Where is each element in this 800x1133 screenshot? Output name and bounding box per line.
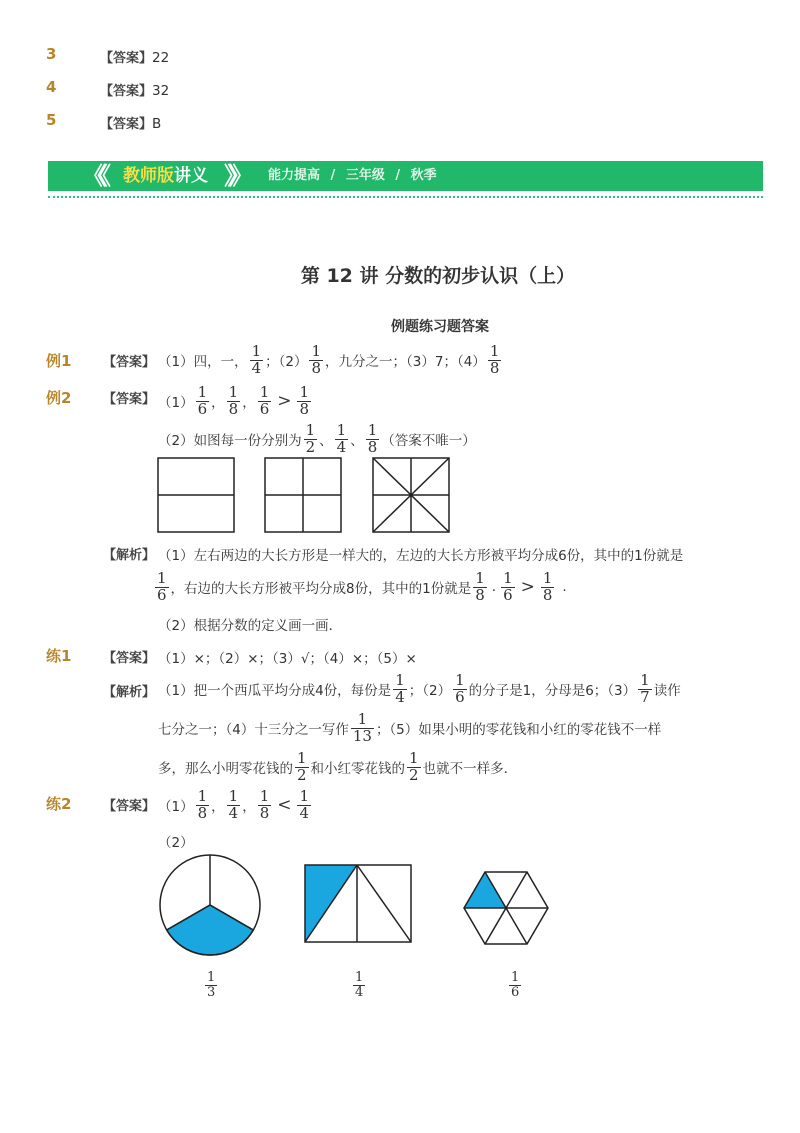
prev-answer-4 [46,78,56,96]
text-segment: 的分子是1，分母是6；（3） [468,683,637,699]
text-segment: （答案不唯一） [381,433,476,449]
fraction [407,748,421,784]
text-segment: （1）把一个西瓜平均分成4份，每份是 [158,683,392,699]
square-quarters-figure [264,457,342,533]
prev-answer-3-text [100,47,169,66]
banner-title [123,161,208,191]
answer-tag: 【答案】 [103,392,156,407]
numerator: 1 [489,341,500,360]
dot: . [491,579,497,595]
breadcrumb-item: 三年级 [345,168,385,183]
numerator: 1 [228,382,239,401]
answer-tag: 【答案】 [100,84,153,99]
numerator: 1 [355,970,364,985]
numerator: 1 [228,786,239,805]
numerator: 1 [297,748,307,767]
example-2-number: 例2 [46,389,72,407]
breadcrumb-separator: / [330,168,336,183]
denominator: 8 [259,803,270,822]
comma: ， [211,395,225,411]
fraction [155,568,169,604]
answer-tag: 【答案】 [100,117,153,132]
fraction [205,971,217,999]
fraction [335,420,349,456]
practice-1-answer: （1）×；（2）×；（3）√；（4）×；（5）× [158,651,417,667]
numerator: 1 [542,568,553,587]
lecture-title: 第 12 讲 分数的初步认识（上） [300,265,576,287]
banner-dotted-divider [48,196,763,198]
separator: 、 [350,433,364,449]
practice-1-analysis-line-1 [158,668,681,710]
example-1-answer [158,339,503,381]
divider-line [357,865,411,942]
answer-value: B [152,116,162,132]
denominator: 8 [311,358,322,377]
numerator: 1 [395,670,405,689]
denominator: 8 [475,585,485,604]
denominator: 4 [395,687,405,706]
denominator: 8 [299,399,310,418]
prev-answer-4-text [100,80,169,99]
fraction [638,670,652,706]
numerator: 1 [251,341,262,360]
denominator: 2 [409,765,419,784]
numerator: 1 [336,420,347,439]
text-segment: ；（5）如果小明的零花钱和小红的零花钱不一样 [375,722,662,738]
numerator: 1 [640,670,650,689]
answer-tag: 【答案】 [103,651,156,666]
denominator: 8 [228,399,239,418]
denominator: 6 [259,399,270,418]
comma: ， [211,799,225,815]
prev-answer-3 [46,45,56,63]
fraction [351,709,374,745]
denominator: 3 [207,984,216,1000]
denominator: 4 [299,803,310,822]
text-segment: ，九分之一；（3）7；（4） [325,354,486,370]
comma: ， [242,799,256,815]
rectangle-quarters-figure [304,864,412,944]
breadcrumb-separator: / [395,168,401,183]
example-1-number: 例1 [46,352,72,370]
banner-title-part2: 讲义 [174,166,208,186]
text-segment: 七分之一；（4）十三分之一写作 [158,722,349,738]
answer-tag: 【答案】 [103,799,156,814]
greater-than-sign: > [520,577,535,597]
shaded-third [167,905,254,955]
example-2-analysis-line-3: （2）根据分数的定义画一画． [158,618,343,634]
fraction [453,670,467,706]
fraction [297,382,311,418]
less-than-sign: < [277,795,292,815]
numerator: 1 [207,970,216,985]
numerator: 1 [197,786,208,805]
denominator: 6 [455,687,465,706]
text-segment: ，右边的大长方形被平均分成8份，其中的1份就是 [170,581,472,597]
text-segment: 和小红零花钱的 [310,761,406,777]
denominator: 2 [297,765,307,784]
breadcrumb [268,161,437,191]
caption-one-sixth [507,971,523,999]
fraction [309,341,323,377]
text-segment: ；（2） [265,354,308,370]
prev-answer-5 [46,111,56,129]
numerator: 1 [311,341,322,360]
numerator: 1 [409,748,419,767]
denominator: 7 [640,687,650,706]
teacher-edition-banner [48,161,763,191]
denominator: 6 [157,585,167,604]
numerator: 1 [455,670,465,689]
breadcrumb-item: 能力提高 [268,168,321,183]
text-segment: 也就不一样多． [422,761,518,777]
analysis-tag: 【解析】 [103,685,156,700]
numerator: 1 [157,568,167,587]
denominator: 6 [197,399,208,418]
denominator: 13 [352,726,372,745]
denominator: 6 [511,984,520,1000]
question-number: 3 [46,45,57,63]
practice-2-number: 练2 [46,795,72,813]
denominator: 4 [251,358,262,377]
numerator: 1 [351,712,374,729]
denominator: 8 [489,358,500,377]
fraction [258,382,272,418]
comma: ， [242,395,256,411]
answer-value: 22 [152,50,170,66]
example-2-analysis-line-1: （1）左右两边的大长方形是一样大的，左边的大长方形被平均分成6份，其中的1份就是 [158,548,684,564]
numerator: 1 [299,786,310,805]
question-number: 5 [46,111,57,129]
separator: 、 [319,433,333,449]
example-2-answer-1 [158,380,313,422]
square-halves-figure [157,457,235,533]
fraction [541,568,555,604]
text-segment: （1） [158,799,194,815]
text-segment: （1） [158,395,194,411]
fraction [353,971,365,999]
analysis-tag: 【解析】 [103,548,156,563]
numerator: 1 [511,970,520,985]
text-segment: 多，那么小明零花钱的 [158,761,293,777]
text-segment: 读作 [653,683,681,699]
fraction [501,568,515,604]
fraction [196,382,210,418]
numerator: 1 [299,382,310,401]
denominator: 6 [503,585,513,604]
practice-2-part-2-label: （2） [158,835,194,851]
denominator: 4 [336,437,347,456]
example-2-answer-2 [158,418,476,460]
caption-one-quarter [351,971,367,999]
text-segment: （2）如图每一份分别为 [158,433,302,449]
prev-answer-5-text [100,113,161,132]
fraction [393,670,407,706]
denominator: 8 [197,803,208,822]
text-segment: （1）四，一， [158,354,248,370]
answer-value: 32 [152,83,170,99]
fraction [304,420,318,456]
practice-1-number: 练1 [46,647,72,665]
fraction [250,341,264,377]
answer-tag: 【答案】 [100,51,153,66]
numerator: 1 [305,420,316,439]
breadcrumb-item: 秋季 [410,168,437,183]
fraction [227,382,241,418]
practice-1-analysis-line-2 [158,707,661,749]
fraction [196,786,210,822]
numerator: 1 [197,382,208,401]
denominator: 4 [355,984,364,1000]
fraction [258,786,272,822]
fraction [366,420,380,456]
numerator: 1 [367,420,378,439]
fraction [509,971,521,999]
square-eighths-figure [372,457,450,533]
denominator: 8 [542,585,553,604]
denominator: 8 [367,437,378,456]
chevrons-left-icon: 《《 [82,162,104,190]
fraction [488,341,502,377]
fraction [295,748,309,784]
shaded-sixth [464,872,506,908]
numerator: 1 [503,568,513,587]
numerator: 1 [475,568,485,587]
example-2-analysis-line-2 [153,566,567,608]
practice-1-analysis-line-3 [158,746,517,788]
chevrons-right-icon: 》》 [224,162,246,190]
numerator: 1 [259,786,270,805]
denominator: 2 [305,437,316,456]
greater-than-sign: > [277,391,292,411]
numerator: 1 [259,382,270,401]
fraction [473,568,487,604]
text-segment: ；（2） [408,683,452,699]
denominator: 4 [228,803,239,822]
hexagon-sixths-figure [463,870,549,946]
answer-tag: 【答案】 [103,355,156,370]
fraction [297,786,311,822]
section-title: 例题练习题答案 [391,319,489,335]
question-number: 4 [46,78,57,96]
banner-title-part1: 教师版 [123,166,174,186]
practice-2-answer-1 [158,784,313,826]
caption-one-third [203,971,219,999]
fraction [227,786,241,822]
circle-thirds-figure [158,855,262,955]
dot: . [562,579,567,595]
